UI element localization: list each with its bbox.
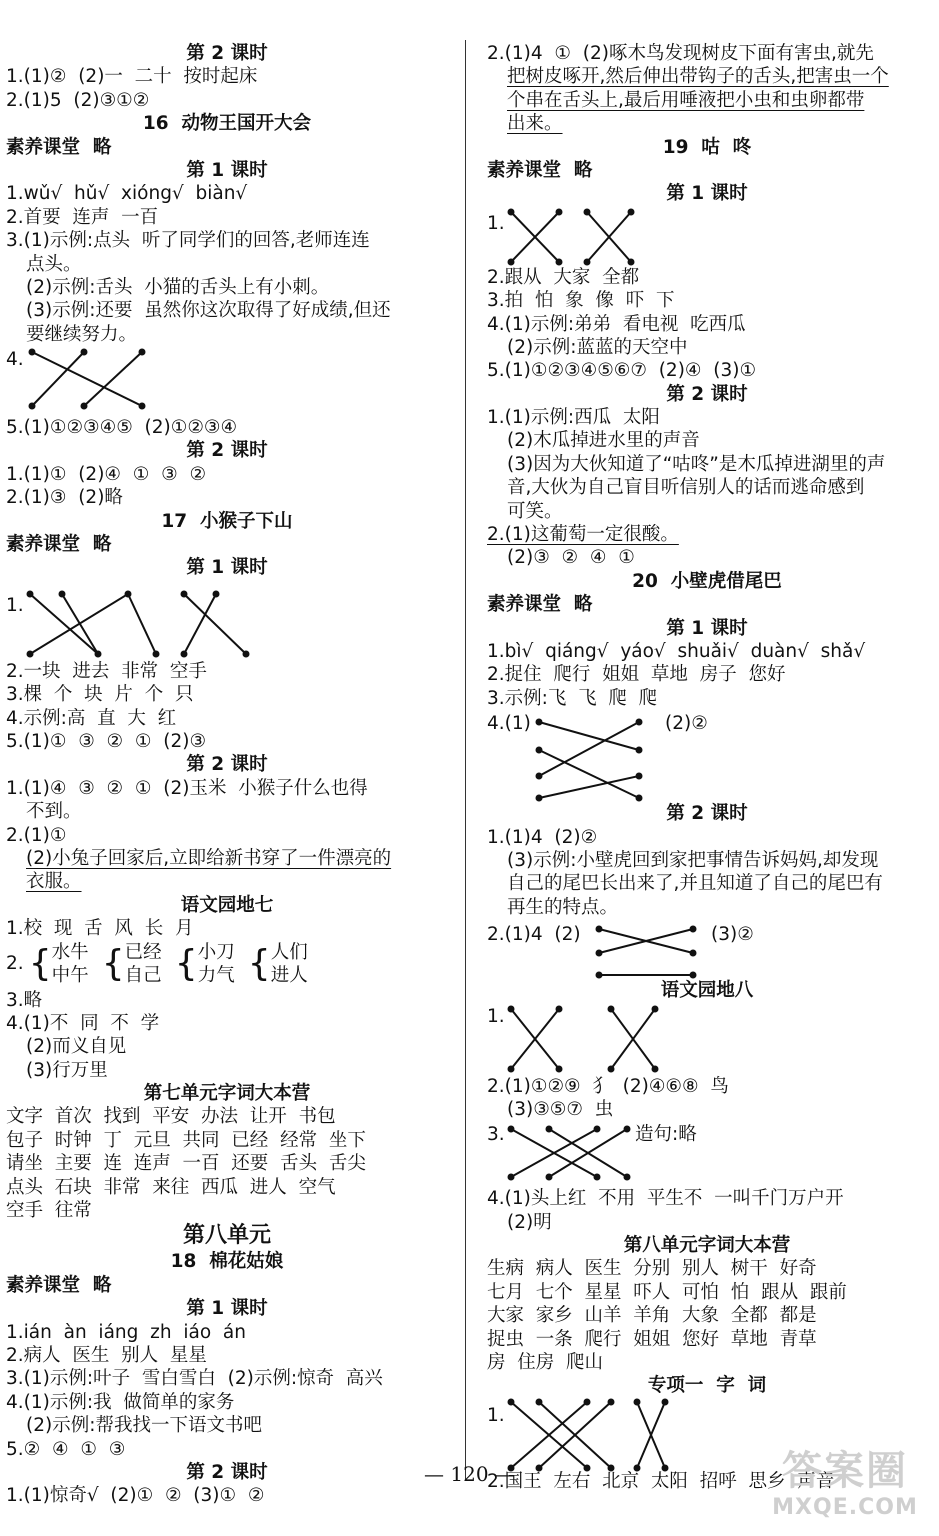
answer-line: 2.(1)①②⑨ 犭 (2)④⑥⑧ 鸟 (487, 1075, 729, 1097)
answer-line: (2)木瓜掉进水里的声音 (507, 430, 700, 452)
answer-line: 2.跟从 大家 全都 (487, 266, 640, 288)
answer-line: 3.略 (6, 989, 43, 1011)
answer-line: 4. (6, 349, 24, 371)
matching-lines (487, 919, 907, 979)
section-label: 素养课堂 略 (487, 594, 593, 616)
matching-lines (487, 206, 907, 266)
chapter-title: 19 咕 咚 (662, 136, 752, 158)
answer-line: (2)而义自见 (26, 1036, 127, 1058)
answer-line: 1. (487, 1404, 505, 1426)
site-watermark (755, 1448, 935, 1532)
answer-line: 可笑。 (507, 500, 563, 522)
answer-line: 点头。 (26, 253, 82, 275)
answer-line: (2)示例:帮我找一下语文书吧 (26, 1415, 262, 1437)
answer-line: (2)② (665, 713, 708, 735)
word-row: 文字 首次 找到 平安 办法 让开 书包 (6, 1106, 336, 1128)
answer-line: 3.棵 个 块 片 个 只 (6, 684, 194, 706)
lesson-heading: 第 1 课时 (666, 183, 748, 205)
answer-line: 1.校 现 舌 风 长 月 (6, 918, 194, 940)
answer-line: (3)③⑤⑦ 虫 (507, 1098, 614, 1120)
answer-line: 2.首要 连声 一百 (6, 206, 159, 228)
answer-line: 1.(1)惊奇√ (2)① ② (3)① ② (6, 1485, 265, 1507)
answer-line: 1.ián àn iáng zh iáo án (6, 1321, 246, 1343)
chapter-title: 16 动物王国开大会 (142, 113, 312, 135)
word-row: 空手 往常 (6, 1200, 92, 1222)
matching-diagram (487, 1121, 927, 1187)
answer-line: (2)示例:蓝蓝的天空中 (507, 336, 688, 358)
word-pair: 水牛 中午 (51, 941, 89, 986)
answer-line: (3)② (711, 924, 754, 946)
word-row: 房 住房 爬山 (487, 1352, 604, 1374)
lesson-heading: 第 1 课时 (186, 159, 268, 181)
answer-number: 2. (6, 952, 24, 974)
page-number: — 120 — (424, 1462, 515, 1486)
section-title: 第八单元字词大本营 (623, 1235, 791, 1257)
section-label: 素养课堂 略 (6, 1274, 112, 1296)
answer-line: (3)行万里 (26, 1059, 108, 1081)
section-label: 素养课堂 略 (6, 136, 112, 158)
answer-line: 2.捉住 爬行 姐姐 草地 房子 您好 (487, 664, 786, 686)
answer-line: 5.(1)① ③ ② ① (2)③ (6, 730, 207, 752)
matching-lines (6, 580, 426, 660)
lesson-heading: 第 1 课时 (186, 1298, 268, 1320)
section-title: 语文园地八 (660, 980, 754, 1002)
lesson-heading: 第 2 课时 (186, 754, 268, 776)
answer-line: 1.wǔ√ hǔ√ xióng√ biàn√ (6, 183, 248, 205)
answer-line: 5.(1)①②③④⑤⑥⑦ (2)④ (3)① (487, 360, 757, 382)
answer-line: 2.(1)③ (2)略 (6, 487, 123, 509)
matching-diagram (6, 580, 448, 660)
left-column (6, 42, 448, 1508)
lesson-heading: 第 2 课时 (666, 383, 748, 405)
matching-lines (487, 710, 907, 802)
answer-line: 2.(1)5 (2)③①② (6, 89, 150, 111)
answer-line: 2.国王 左右 北京 太阳 招呼 思乡 声音 (487, 1470, 835, 1492)
answer-line: 3.示例:飞 飞 爬 爬 (487, 687, 658, 709)
lesson-heading: 第 1 课时 (666, 617, 748, 639)
lesson-heading: 第 2 课时 (186, 440, 268, 462)
word-row: 请坐 主要 连 连声 一百 还要 舌头 舌尖 (6, 1153, 366, 1175)
matching-diagram (487, 710, 927, 802)
answer-line: 2.(1)① (6, 824, 67, 846)
answer-line: 1.(1)② (2)一 二十 按时起床 (6, 66, 258, 88)
answer-line: 音,大伙为自己盲目听信别人的话而逃命感到 (507, 477, 865, 499)
answer-line: 2.病人 医生 别人 星星 (6, 1344, 207, 1366)
answer-line: 衣服。 (26, 871, 82, 893)
brace: { (101, 942, 125, 984)
answer-line: 5.② ④ ① ③ (6, 1438, 126, 1460)
answer-line: (2)示例:舌头 小猫的舌头上有小刺。 (26, 276, 330, 298)
answer-line: 2.(1)这葡萄一定很酸。 (487, 524, 679, 546)
answer-line: (3)示例:小壁虎回到家把事情告诉妈妈,却发现 (507, 849, 879, 871)
lesson-heading: 第 1 课时 (186, 557, 268, 579)
word-pair: 小刀 力气 (197, 941, 235, 986)
word-row: 包子 时钟 丁 元旦 共同 已经 经常 坐下 (6, 1129, 366, 1151)
answer-line: 1.(1)4 (2)② (487, 826, 598, 848)
watermark-logo-text: 答案圈 (782, 1448, 908, 1494)
answer-line: (2)③ ② ④ ① (507, 547, 635, 569)
answer-line: 3.(1)示例:叶子 雪白雪白 (2)示例:惊奇 高兴 (6, 1368, 383, 1390)
answer-line: 2.一块 进去 非常 空手 (6, 660, 207, 682)
answer-line: (3)因为大伙知道了“咕咚”是木瓜掉进湖里的声 (507, 453, 886, 475)
answer-line: 3.拍 怕 象 像 吓 下 (487, 290, 675, 312)
brace: { (174, 942, 198, 984)
answer-line: 造句:略 (635, 1124, 697, 1146)
answer-line: 5.(1)①②③④⑤ (2)①②③④ (6, 417, 238, 439)
answer-line: 1. (487, 212, 505, 234)
brace: { (28, 942, 52, 984)
answer-line: 2.(1)4 (2) (487, 924, 581, 946)
matching-diagram (487, 1003, 927, 1075)
word-row: 大家 家乡 山羊 羊角 大象 全都 都是 (487, 1305, 817, 1327)
right-column (487, 42, 927, 1493)
section-title: 语文园地七 (180, 894, 274, 916)
answer-line: 4.示例:高 直 大 红 (6, 707, 177, 729)
brace: { (247, 942, 271, 984)
watermark-url: MXQE.COM (772, 1495, 918, 1520)
answer-line: 把树皮啄开,然后伸出带钩子的舌头,把害虫一个 (507, 66, 889, 88)
answer-line: 4.(1)头上红 不用 平生不 一叫千门万户开 (487, 1188, 844, 1210)
answer-line: 1. (487, 1005, 505, 1027)
answer-line: 1.(1)示例:西瓜 太阳 (487, 407, 660, 429)
lesson-heading: 第 2 课时 (186, 1461, 268, 1483)
answer-line: 不到。 (26, 801, 82, 823)
answer-line: 4.(1)示例:我 做简单的家务 (6, 1391, 235, 1413)
match-line (84, 352, 142, 406)
answer-line: 4.(1)示例:弟弟 看电视 吃西瓜 (487, 313, 746, 335)
answer-line: 1. (6, 594, 24, 616)
matching-diagram (487, 206, 927, 266)
answer-line: 1.(1)① (2)④ ① ③ ② (6, 463, 207, 485)
answer-line: 4.(1) (487, 713, 531, 735)
lesson-heading: 第 2 课时 (666, 803, 748, 825)
answer-line: 3. (487, 1124, 505, 1146)
answer-line: 1.(1)④ ③ ② ① (2)玉米 小猴子什么也得 (6, 777, 368, 799)
match-line (32, 352, 142, 406)
match-line (32, 352, 84, 406)
word-row: 捉虫 一条 爬行 姐姐 您好 草地 青草 (487, 1328, 817, 1350)
matching-lines (6, 346, 426, 416)
word-row: 生病 病人 医生 分别 别人 树干 好奇 (487, 1258, 817, 1280)
answer-line: 3.(1)示例:点头 听了同学们的回答,老师连连 (6, 230, 370, 252)
answer-line: 自己的尾巴长出来了,并且知道了自己的尾巴有 (507, 873, 883, 895)
section-title: 第七单元字词大本营 (143, 1083, 311, 1105)
chapter-title: 17 小猴子下山 (161, 510, 293, 532)
answer-line: (2)明 (507, 1211, 552, 1233)
matching-lines (487, 1003, 907, 1075)
word-row: 点头 石块 非常 来往 西瓜 进人 空气 (6, 1176, 336, 1198)
answer-line: 个串在舌头上,最后用唾液把小虫和虫卵都带 (507, 89, 865, 111)
chapter-title: 20 小壁虎借尾巴 (632, 570, 782, 592)
section-label: 素养课堂 略 (6, 534, 112, 556)
word-pair: 人们 进人 (270, 941, 308, 986)
unit-title: 第八单元 (182, 1223, 271, 1249)
answer-line: 2.(1)4 ① (2)啄木鸟发现树皮下面有害虫,就先 (487, 43, 874, 64)
answer-line: 出来。 (507, 113, 563, 135)
matching-lines (487, 1121, 907, 1187)
answer-line: 1.bì√ qiáng√ yáo√ shuǎi√ duàn√ shǎ√ (487, 640, 866, 662)
brace-group-answer (6, 941, 448, 989)
answer-line: (3)示例:还要 虽然你这次取得了好成绩,但还 (26, 300, 391, 322)
lesson-heading: 第 2 课时 (186, 43, 268, 64)
answer-line: 再生的特点。 (507, 896, 619, 918)
matching-diagram (487, 919, 927, 979)
chapter-title: 18 棉花姑娘 (170, 1251, 284, 1273)
word-pair: 已经 自己 (124, 941, 162, 986)
matching-diagram (6, 346, 448, 416)
section-title: 专项一 字 词 (647, 1375, 767, 1397)
word-row: 七月 七个 星星 吓人 可怕 怕 跟从 跟前 (487, 1281, 847, 1303)
section-label: 素养课堂 略 (487, 159, 593, 181)
answer-line: (2)小兔子回家后,立即给新书穿了一件漂亮的 (26, 847, 392, 869)
answer-line: 要继续努力。 (26, 323, 138, 345)
column-divider (465, 40, 466, 1480)
answer-line: 4.(1)不 同 不 学 (6, 1012, 160, 1034)
